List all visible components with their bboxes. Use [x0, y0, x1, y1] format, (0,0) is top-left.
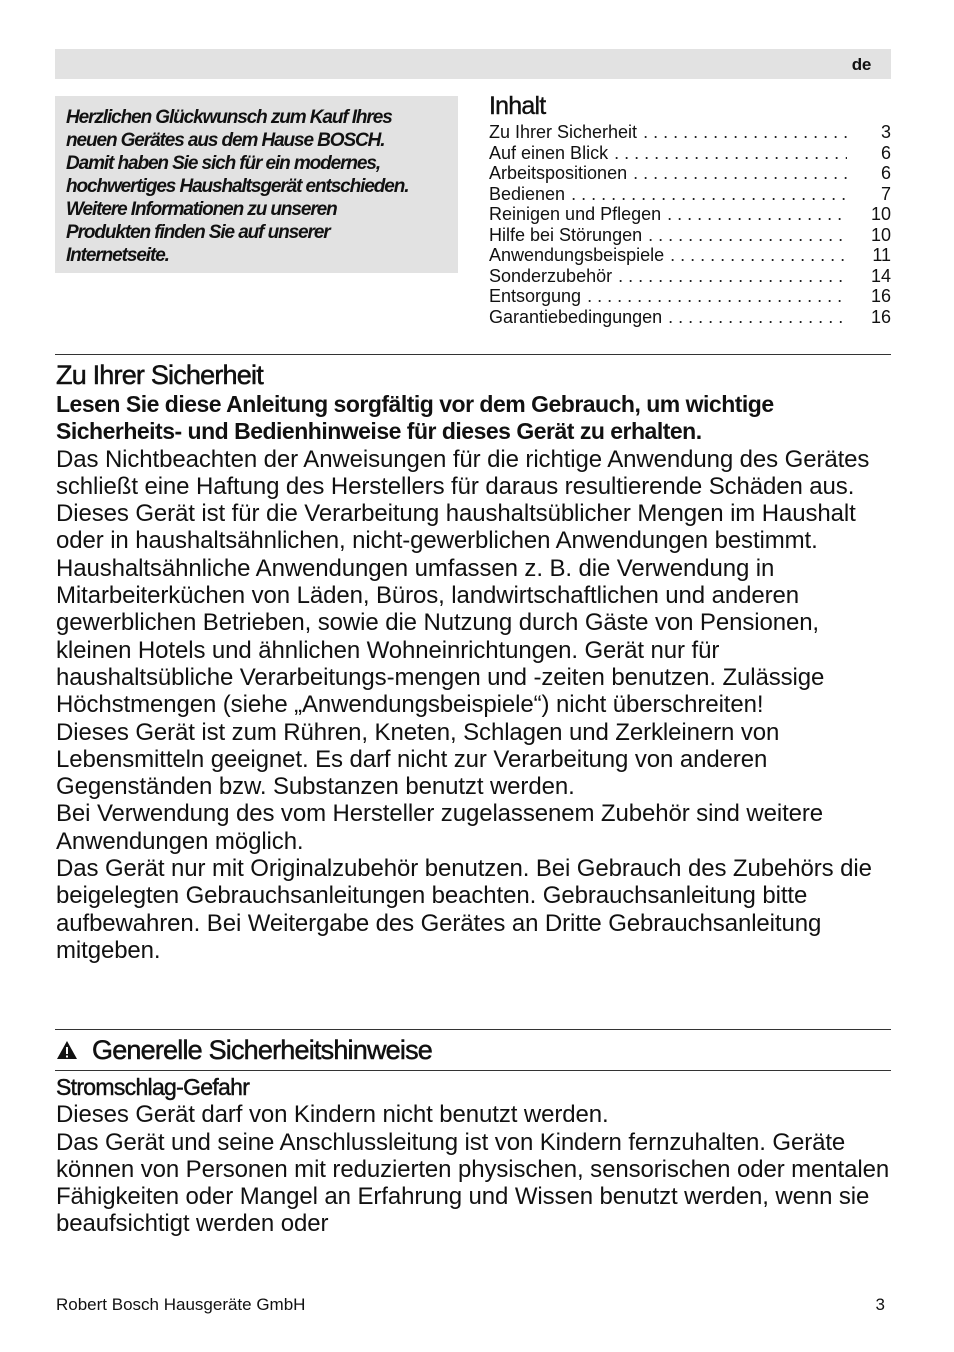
language-bar	[55, 49, 891, 79]
safety-paragraph: Dieses Gerät ist zum Rühren, Kneten, Schlagen und Zerkleinern von Lebensmitteln geeignet. Es darf nicht zur Verarbeitung von anderen Gegenständen bzw. Substanzen benutzt werden.	[56, 718, 780, 801]
toc-item-page: 14	[870, 265, 891, 286]
table-of-contents	[489, 92, 891, 327]
toc-item[interactable]	[489, 225, 891, 246]
safety-lead: Lesen Sie diese Anleitung sorgfältig vor dem Gebrauch, um wichtige Sicherheits- und Bedienhinweise für dieses Gerät zu erhalten.	[56, 391, 774, 445]
safety-paragraph: Dieses Gerät ist für die Verarbeitung haushaltsüblicher Mengen im Haushalt oder in haushaltsähnlichen, nicht-gewerblichen Anwendungen bestimmt. Haushaltsähnliche Anwendungen umfassen z. B. die Verwendung in Mitarbeiterküchen von Läden, Büros, landwirtschaftlichen und anderen gewerblichen Betrieben, sowie die Nutzung durch Gäste von Pensionen, kleinen Hotels und ähnlichen Wohneinrichtungen. Gerät nur für haushaltsübliche Verarbeitungs-mengen und -zeiten benutzen. Zulässige Höchstmengen (siehe „Anwendungsbeispiele“) nicht überschreiten!	[56, 500, 856, 719]
toc-item-page: 6	[880, 142, 891, 163]
toc-item[interactable]	[489, 286, 891, 307]
toc-leader	[571, 184, 847, 205]
toc-item[interactable]	[489, 163, 891, 184]
toc-item-title: Garantiebedingungen	[489, 306, 663, 327]
toc-item-page: 3	[880, 122, 891, 142]
toc-leader	[618, 266, 847, 287]
safety-paragraph: Das Nichtbeachten der Anweisungen für die richtige Anwendung des Gerätes schließt eine Haftung des Herstellers für daraus resultierende Schäden aus.	[56, 445, 870, 500]
safety-paragraph: Das Gerät nur mit Originalzubehör benutzen. Bei Gebrauch des Zubehörs die beigelegten Gebrauchsanleitungen beachten. Gebrauchsanleitung bitte aufbewahren. Bei Weitergabe des Gerätes an Dritte Gebrauchsanleitung mitgeben.	[56, 855, 872, 964]
toc-item-title: Auf einen Blick	[489, 142, 609, 163]
toc-leader	[670, 245, 847, 266]
toc-item-title: Arbeitspositionen	[489, 163, 628, 183]
warning-icon	[56, 1040, 78, 1060]
general-safety-heading: Generelle Sicherheitshinweise	[92, 1034, 432, 1065]
toc-item-page: 10	[870, 204, 891, 224]
toc-item-title: Bedienen	[489, 183, 566, 204]
section-divider	[55, 354, 891, 355]
toc-item-title: Hilfe bei Störungen	[489, 224, 643, 245]
toc-item[interactable]	[489, 122, 891, 143]
language-code: de	[851, 55, 871, 74]
toc-item-page: 6	[880, 163, 891, 183]
toc-item-title: Zu Ihrer Sicherheit	[489, 122, 638, 142]
toc-item-page: 7	[880, 183, 891, 204]
toc-leader	[643, 122, 847, 143]
toc-leader	[633, 163, 847, 184]
safety-paragraph: Bei Verwendung des vom Hersteller zugelassenem Zubehör sind weitere Anwendungen möglich.	[56, 800, 824, 855]
toc-item-title: Sonderzubehör	[489, 265, 613, 286]
toc-item[interactable]	[489, 307, 891, 328]
toc-leader	[668, 307, 847, 328]
toc-item[interactable]	[489, 204, 891, 225]
intro-box	[55, 96, 458, 273]
toc-item-page: 16	[870, 286, 891, 306]
electric-shock-paragraph: Das Gerät und seine Anschlussleitung ist von Kindern fernzuhalten. Geräte können von Personen mit reduzierten physischen, sensorischen oder mentalen Fähigkeiten oder Mangel an Erfahrung und Wissen benutzt werden, wenn sie beaufsichtigt werden oder	[56, 1128, 890, 1238]
toc-item[interactable]	[489, 184, 891, 205]
toc-item-page: 11	[872, 245, 891, 265]
safety-section	[56, 360, 896, 964]
section-divider	[55, 1029, 891, 1030]
electric-shock-section	[56, 1074, 896, 1238]
electric-shock-paragraph: Dieses Gerät darf von Kindern nicht benutzt werden.	[56, 1101, 609, 1129]
section-divider	[55, 1070, 891, 1071]
toc-item[interactable]	[489, 266, 891, 287]
toc-item-title: Entsorgung	[489, 286, 582, 306]
page-number: 3	[875, 1295, 885, 1314]
toc-item-title: Reinigen und Pflegen	[489, 204, 662, 224]
safety-heading: Zu Ihrer Sicherheit	[56, 360, 263, 390]
general-safety-header	[56, 1032, 432, 1068]
toc-item-page: 10	[870, 224, 891, 245]
toc-item-page: 16	[870, 306, 891, 327]
toc-leader	[587, 286, 847, 307]
intro-text: Herzlichen Glückwunsch zum Kauf Ihres neuen Gerätes aus dem Hause BOSCH. Damit haben Sie sich für ein modernes, hochwertiges Haushaltsgerät entschieden. Weitere Informationen zu unseren Produkten finden Sie auf unserer Internetseite.	[66, 107, 409, 266]
toc-item[interactable]	[489, 143, 891, 164]
toc-item[interactable]	[489, 245, 891, 266]
footer-company: Robert Bosch Hausgeräte GmbH	[56, 1295, 306, 1314]
toc-leader	[648, 225, 847, 246]
toc-leader	[614, 143, 847, 164]
toc-title: Inhalt	[489, 92, 546, 120]
toc-item-title: Anwendungsbeispiele	[489, 245, 665, 265]
electric-shock-heading: Stromschlag-Gefahr	[56, 1074, 250, 1100]
toc-leader	[667, 204, 847, 225]
